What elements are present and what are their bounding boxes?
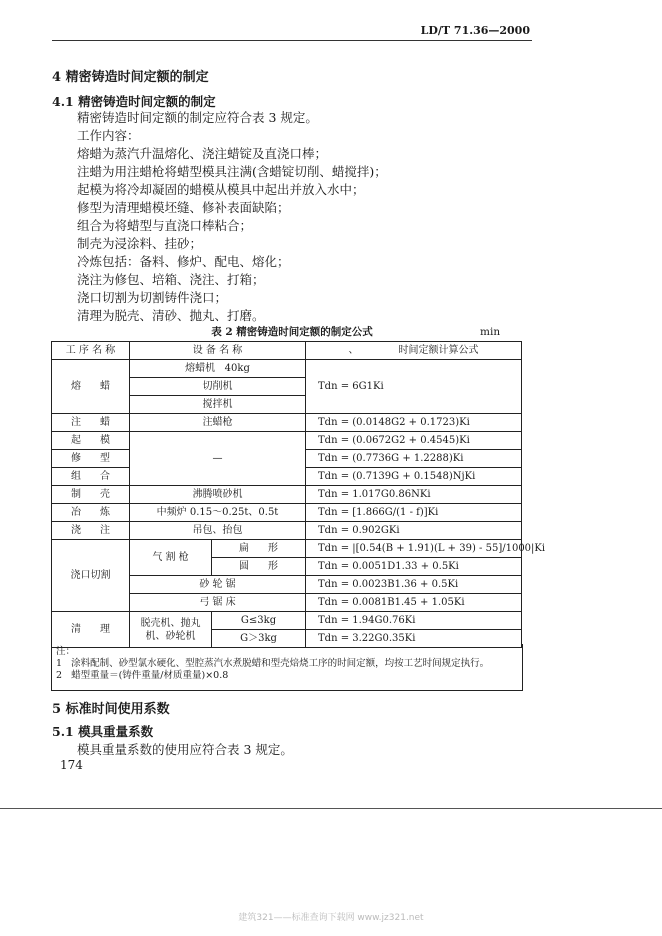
process-cell: 浇口切割 [52, 540, 130, 612]
process-cell: 注 蜡 [52, 414, 130, 432]
body-line: 起模为将冷却凝固的蜡模从模具中起出并放入水中； [77, 182, 365, 197]
equipment-cell: 熔蜡机 40kg [130, 360, 306, 378]
formula-cell: Tdn = (0.0148G2 + 0.1723)Ki [306, 414, 522, 432]
formula-cell: Tdn = 1.017G0.86NKi [306, 486, 522, 504]
equipment-cell: 搅拌机 [130, 396, 306, 414]
note-item: 2 蜡型重量＝(铸件重量/材质重量)×0.8 [56, 670, 229, 681]
section-4-1-title: 4.1 精密铸造时间定额的制定 [52, 94, 216, 109]
process-cell: 起 模 [52, 432, 130, 450]
page-bottom-rule [0, 808, 662, 809]
body-line: 熔蜡为蒸汽升温熔化、浇注蜡锭及直浇口棒； [77, 146, 328, 161]
condition-cell: G＞3kg [212, 630, 306, 648]
body-line: 冷炼包括：备料、修炉、配电、熔化； [77, 254, 290, 269]
equipment-cell: 注蜡枪 [130, 414, 306, 432]
table-header-row [52, 342, 522, 360]
section-5-title: 5 标准时间使用系数 [52, 702, 170, 717]
shape-cell: 扁 形 [212, 540, 306, 558]
table-row [52, 414, 522, 432]
body-line: 清理为脱壳、清砂、抛丸、打磨。 [77, 308, 265, 323]
equipment-cell: 弓 锯 床 [130, 594, 306, 612]
table-row [52, 522, 522, 540]
formula-cell: Tdn = 0.0023B1.36 + 0.5Ki [306, 576, 522, 594]
table-unit: min [480, 326, 501, 338]
body-line: 注蜡为用注蜡枪将蜡型模具注满(含蜡锭切削、蜡搅拌)； [77, 164, 387, 179]
equipment-cell: 气 割 枪 [130, 540, 212, 576]
notes-title: 注： [56, 646, 76, 657]
equipment-cell: 切削机 [130, 378, 306, 396]
equipment-cell: 脱壳机、抛丸机、砂轮机 [130, 612, 212, 648]
formula-cell: Tdn = 0.0081B1.45 + 1.05Ki [306, 594, 522, 612]
formula-cell: Tdn = [1.866G/(1 - f)]Ki [306, 504, 522, 522]
header-equipment: 设 备 名 称 [130, 342, 306, 360]
header-process: 工 序 名 称 [52, 342, 130, 360]
header-formula: 、 时间定额计算公式 [306, 342, 522, 360]
table-row [52, 612, 522, 630]
body-line: 浇口切割为切割铸件浇口； [77, 290, 228, 305]
formula-cell: Tdn = (0.0672G2 + 0.4545)Ki [306, 432, 522, 450]
header-dot: 、 [348, 344, 359, 356]
header-rule [52, 40, 532, 41]
equipment-cell: 沸腾喷砂机 [130, 486, 306, 504]
table-row [52, 540, 522, 558]
shape-cell: 圆 形 [212, 558, 306, 576]
equipment-cell: — [130, 432, 306, 486]
formula-cell: Tdn = 3.22G0.35Ki [306, 630, 522, 648]
section-5-1-title: 5.1 模具重量系数 [52, 724, 154, 739]
formula-cell: Tdn = 6G1Ki [306, 360, 522, 414]
process-cell: 清 理 [52, 612, 130, 648]
page-number: 174 [60, 758, 83, 772]
table-caption: 表 2 精密铸造时间定额的制定公式 [211, 326, 373, 338]
formula-cell: Tdn = (0.7736G + 1.2288)Ki [306, 450, 522, 468]
doc-header: LD/T 71.36—2000 [420, 24, 530, 37]
formula-cell: Tdn = 0.902GKi [306, 522, 522, 540]
body-line: 组合为将蜡型与直浇口棒粘合； [77, 218, 253, 233]
equipment-cell: 中频炉 0.15～0.25t、0.5t [130, 504, 306, 522]
formula-cell: Tdn = 0.0051D1.33 + 0.5Ki [306, 558, 522, 576]
equipment-cell: 砂 轮 锯 [130, 576, 306, 594]
process-cell: 浇 注 [52, 522, 130, 540]
section-4-title: 4 精密铸造时间定额的制定 [52, 70, 209, 85]
table-row [52, 486, 522, 504]
body-line: 制壳为浸涂料、挂砂； [77, 236, 203, 251]
time-quota-table [51, 341, 546, 648]
table-notes [51, 644, 523, 691]
body-line: 修型为清理蜡模坯缝、修补表面缺陷； [77, 200, 290, 215]
process-cell: 熔 蜡 [52, 360, 130, 414]
table-row [52, 360, 522, 378]
table-row [52, 432, 522, 450]
process-cell: 制 壳 [52, 486, 130, 504]
process-cell: 组 合 [52, 468, 130, 486]
table-row [52, 504, 522, 522]
formula-cell: Tdn = 1.94G0.76Ki [306, 612, 522, 630]
formula-cell: Tdn = (0.7139G + 0.1548)NjKi [306, 468, 522, 486]
condition-cell: G≤3kg [212, 612, 306, 630]
body-line: 浇注为修包、培箱、浇注、打箱； [77, 272, 265, 287]
equipment-cell: 吊包、抬包 [130, 522, 306, 540]
formula-cell: Tdn = |[0.54(B + 1.91)(L + 39) - 55]/1000|Ki [306, 540, 522, 558]
note-item: 1 涂料配制、砂型氯水硬化、型腔蒸汽水煮脱蜡和型壳焙烧工序的时间定额，均按工艺时间规定执行。 [56, 658, 490, 669]
process-cell: 冶 炼 [52, 504, 130, 522]
body-line: 工作内容： [77, 128, 140, 143]
section-5-1-body: 模具重量系数的使用应符合表 3 规定。 [77, 742, 293, 757]
body-line: 精密铸造时间定额的制定应符合表 3 规定。 [77, 110, 318, 125]
watermark-footer: 建筑321——标准查询下载网 www.jz321.net [238, 913, 424, 923]
process-cell: 修 型 [52, 450, 130, 468]
